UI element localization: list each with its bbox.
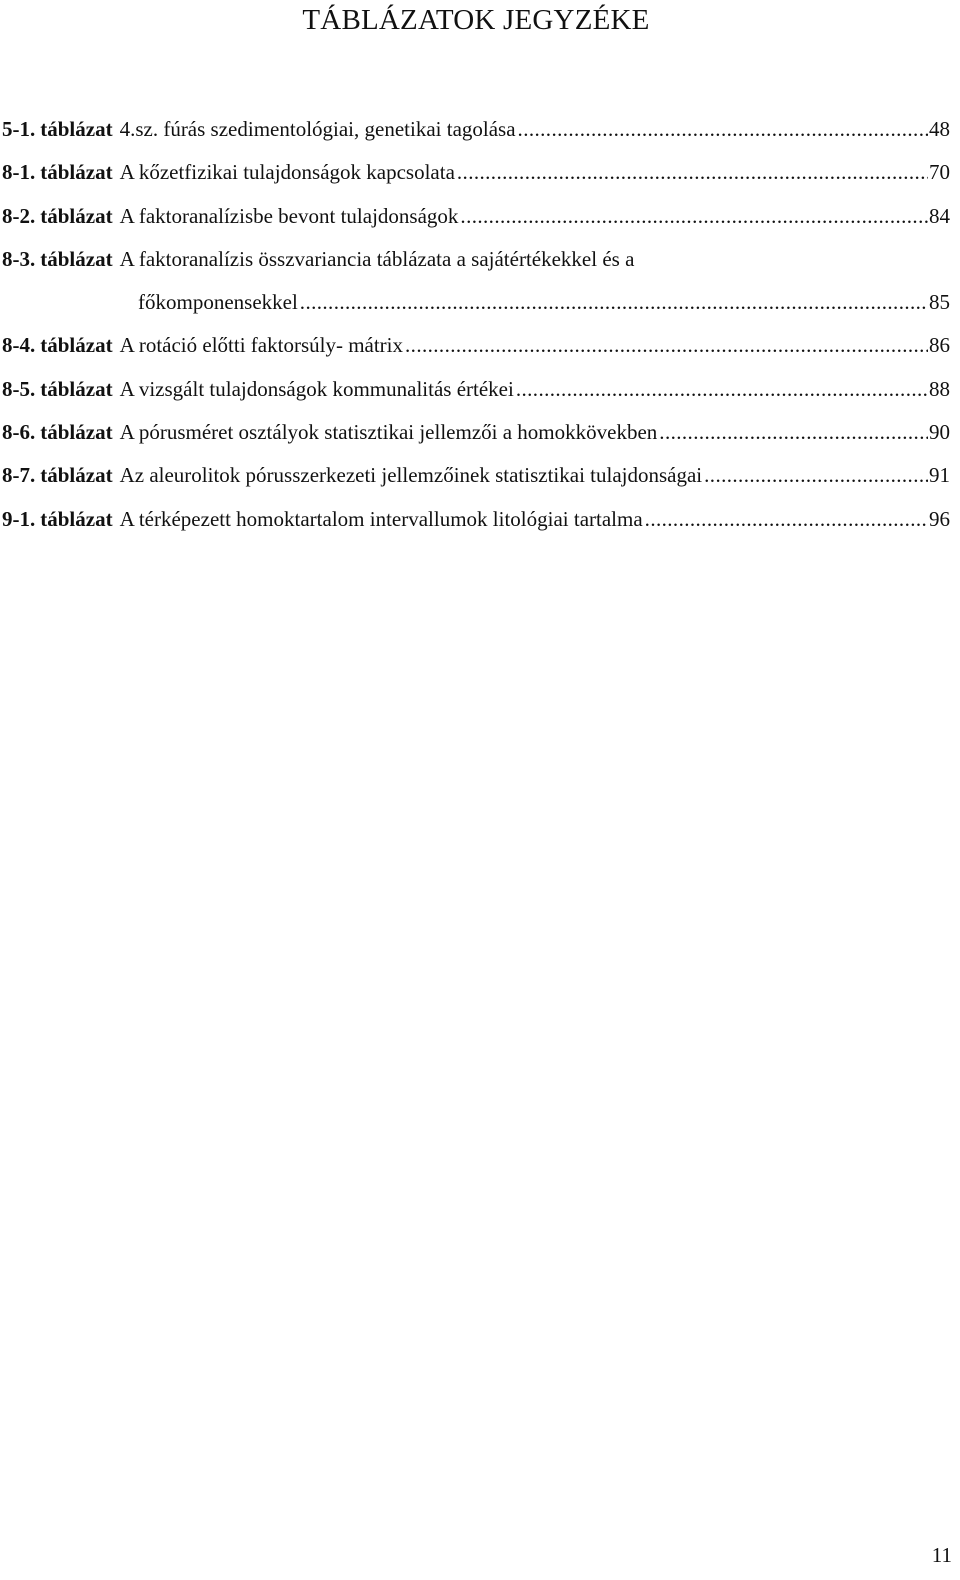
toc-entry-type: táblázat <box>40 506 113 531</box>
toc-entry-number: 8-2. <box>2 203 36 228</box>
toc-entry-title: Az aleurolitok pórusszerkezeti jellemzőinek statisztikai tulajdonságai <box>119 463 703 488</box>
dot-leader <box>460 195 928 238</box>
toc-label <box>2 108 113 151</box>
toc-entry-type: táblázat <box>40 203 113 228</box>
toc-entry-title: A vizsgált tulajdonságok kommunalitás értékei <box>119 376 514 401</box>
toc-label <box>2 498 113 541</box>
toc-entry-type: táblázat <box>40 160 113 185</box>
toc-entry-title: 4.sz. fúrás szedimentológiai, genetikai tagolása <box>119 117 516 141</box>
toc-entry-number: 5-1. <box>2 117 36 141</box>
toc-entry-page: 48 <box>929 117 950 141</box>
dot-leader <box>518 108 928 151</box>
toc-entry[interactable] <box>2 368 950 411</box>
toc-entry-number: 8-4. <box>2 333 36 358</box>
toc-entry[interactable] <box>2 108 950 151</box>
toc-entry-page: 90 <box>929 420 950 445</box>
toc-entry-number: 8-3. <box>2 246 36 271</box>
toc-entry-number: 9-1. <box>2 506 36 531</box>
dot-leader <box>659 411 928 454</box>
toc-entry-page: 70 <box>929 160 950 185</box>
toc-label <box>2 238 113 281</box>
table-of-tables <box>2 108 950 541</box>
toc-entry-page: 86 <box>929 333 950 358</box>
toc-entry-number: 8-5. <box>2 376 36 401</box>
toc-entry-number: 8-1. <box>2 160 36 185</box>
toc-entry[interactable] <box>2 238 950 325</box>
toc-entry-page: 96 <box>929 506 950 531</box>
toc-entry-type: táblázat <box>40 117 113 141</box>
page-title: TÁBLÁZATOK JEGYZÉKE <box>302 4 650 36</box>
toc-entry-title: A térképezett homoktartalom intervallumok litológiai tartalma <box>119 506 643 531</box>
toc-entry[interactable] <box>2 324 950 367</box>
toc-entry-title-continuation: főkomponensekkel <box>138 290 298 315</box>
dot-leader <box>516 368 928 411</box>
toc-label <box>2 324 113 367</box>
toc-entry-page: 85 <box>929 290 950 315</box>
toc-entry[interactable] <box>2 498 950 541</box>
toc-entry-page: 91 <box>929 463 950 488</box>
toc-entry-type: táblázat <box>40 420 113 445</box>
toc-entry[interactable] <box>2 411 950 454</box>
toc-entry-title: A rotáció előtti faktorsúly- mátrix <box>119 333 404 358</box>
toc-entry-title: A kőzetfizikai tulajdonságok kapcsolata <box>119 160 455 185</box>
dot-leader <box>704 454 928 497</box>
toc-entry[interactable] <box>2 454 950 497</box>
toc-entry-page: 88 <box>929 376 950 401</box>
dot-leader <box>300 281 928 324</box>
toc-entry-type: táblázat <box>40 246 113 271</box>
toc-entry-number: 8-6. <box>2 420 36 445</box>
toc-entry[interactable] <box>2 195 950 238</box>
toc-entry-page: 84 <box>929 203 950 228</box>
toc-label <box>2 368 113 411</box>
dot-leader <box>457 151 928 194</box>
dot-leader <box>645 498 928 541</box>
toc-entry[interactable] <box>2 151 950 194</box>
toc-entry-type: táblázat <box>40 463 113 488</box>
toc-label <box>2 411 113 454</box>
toc-label <box>2 151 113 194</box>
toc-entry-title: A pórusméret osztályok statisztikai jellemzői a homokkövekben <box>119 420 658 445</box>
dot-leader <box>405 324 928 367</box>
toc-entry-title: A faktoranalízisbe bevont tulajdonságok <box>119 203 459 228</box>
toc-label <box>2 195 113 238</box>
toc-label <box>2 454 113 497</box>
toc-entry-type: táblázat <box>40 376 113 401</box>
page-number: 11 <box>931 1543 952 1567</box>
toc-entry-type: táblázat <box>40 333 113 358</box>
toc-entry-title: A faktoranalízis összvariancia táblázata a sajátértékekkel és a <box>119 246 635 271</box>
toc-entry-number: 8-7. <box>2 463 36 488</box>
